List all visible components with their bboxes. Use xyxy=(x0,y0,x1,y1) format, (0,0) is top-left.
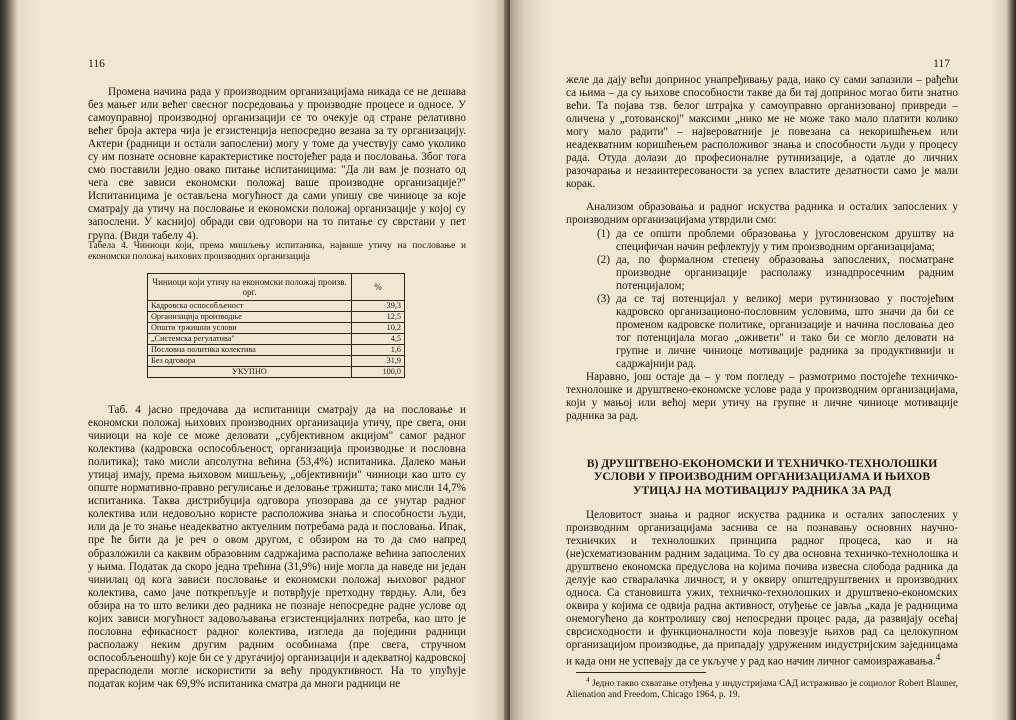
table-total-value: 100,0 xyxy=(352,367,405,378)
right-page xyxy=(510,0,1016,720)
findings-list xyxy=(566,228,958,372)
body-text xyxy=(566,74,958,702)
left-page xyxy=(0,0,506,720)
table-cell-value: 31,9 xyxy=(352,356,405,367)
paragraph: Наравно, још остаје да – у том погледу – размотримо постојеће техничко-технолошке и друштвено-економске услове рада у производним организацијама, који у мањој или већој мери утичу на групне и личне чиниоце мотивације радника за рад. xyxy=(566,371,958,423)
footnote-number: 4 xyxy=(586,676,590,685)
table-row xyxy=(148,301,405,312)
table-cell-label: Без одговора xyxy=(148,356,352,367)
list-item xyxy=(566,293,958,371)
list-item xyxy=(566,228,958,254)
paragraph: Таб. 4 јасно предочава да испитаници сматрају да на пословање и економски положај њихових производних организација утичу, пре свега, они чиниоци на које се може деловати „субјективном акцијом" самог радног колектива (кадровска оспособљеност, организација производње и пословна политика); тако мисли апсолутна већина (53,4%) испитаника. Далеко мањи утицај имају, према њиховом мишљењу, „објективнији" чиниоци као што су опште нормативно-правно регулисање и деловање тржишта; тако мисли 14,7% испитаника. Таква дистрибуција одговора упозорава да се унутар радног колектива или недовољно користе расположива знања и способности људи, или да је то знање неадекватно актуелним потребама рада и пословања. Ипак, пре ће бити да је реч о овом другом, с обзиром на то да смо напред образложили са каквим образовним садржајима располаже већина запослених у њима. Податак да скоро једна трећина (31,9%) није могла да наведе ни један чинилац од кога зависи пословање и економски положај њиховог радног колектива, само јаче поткрепљује и потврђује претходну тврдњу. Али, без обзира на то што велики део радника не познаје непосредне радне услове од којих зависи могућност задовољавања егзистенцијалних потреба, као што је пословна ефикасност радног колектива, изгледа да поједини радници располажу неким другим радним особинама (пре свега, стручном оспособљеношћу) које би се у другачијој организацији и адекватној кадровској прерасподели могле искористити за већу продуктивност. На то упућује податак којим чак 69,9% испитаника сматра да многи радници не xyxy=(88,404,466,690)
paragraph xyxy=(566,509,958,669)
table-cell-value: 1,6 xyxy=(352,345,405,356)
table-header-percent: % xyxy=(352,274,405,301)
table-cell-value: 39,3 xyxy=(352,301,405,312)
list-text: да се општи проблеми образовања у југословенском друштву на специфичан начин рефлектују у тим производним организацијама; xyxy=(616,227,954,253)
table-row xyxy=(148,356,405,367)
footnote xyxy=(566,675,958,702)
footnote-reference: 4 xyxy=(935,653,941,664)
table-cell-value: 12,5 xyxy=(352,312,405,323)
table-row xyxy=(148,334,405,345)
list-item xyxy=(566,254,958,293)
table-cell-label: „Системска регулатива" xyxy=(148,334,352,345)
table-header-label: Чиниоци који утичу на економски положај произв. орг. xyxy=(148,274,352,301)
table-cell-label: Кадровска оспособљеност xyxy=(148,301,352,312)
list-text: да се тај потенцијал у великој мери рутинизовао у постојећим кадровско организационо-пословним условима, што значи да би се променом кадровске политике, организације и начина пословања део тог потенцијала могао „оживети" и тако би се могло деловати на групне и личне чиниоце мотивације радника за продуктивнији и садржајнији рад. xyxy=(616,292,954,370)
paragraph: Анализом образовања и радног искуства радника и осталих запослених у производним организацијама утврдили смо: xyxy=(566,201,958,227)
table-cell-label: Организација производње xyxy=(148,312,352,323)
table-total-row xyxy=(148,367,405,378)
paragraph: Промена начина рада у производним организацијама никада се не дешава без мањег или већег свесног посредовања у производне процесе и односе. У самоуправној производној организацији се то очекује од стране релативно већег броја актера чија је егзистенција непосредно везана за ту организацију. Актери (радници и остали запослени) могу у томе да учествују само уколико су им познате основне карактеристике постојећег рада и пословања. Због тога смо поставили једно овако питање испитаницима: "Да ли вам је познато од чега све зависи економски положај ваше производне организације?" Испитаницима је остављена могућност да сами упишу све чиниоце за које сматрају да утичу на пословање и економски положај организације у којој су запослени. У каснијој обради сви одговори на то питање су сврстани у пет група. (Види табелу 4). xyxy=(88,86,466,242)
table-row xyxy=(148,323,405,334)
table-cell-label: Пословна политика колектива xyxy=(148,345,352,356)
table-row xyxy=(148,312,405,323)
table-cell-value: 10,2 xyxy=(352,323,405,334)
table-total-label: УКУПНО xyxy=(148,367,352,378)
paragraph-text: Целовитост знања и радног искуства радника и осталих запослених у производним организацијама заснива се на познавању основних научно-техничких и технолошких принципа радног процеса, као и на (не)схематизованим радним задацима. То су два основна техничко-технолошка и друштвено економска предуслова на којима почива извесна слобода радника да делује као стваралачка личност, и у оквиру општедруштвених и производних односа. Са становишта ужих, техничко-технолошких и друштвено-економских оквира у којима се одвија радна активност, отуђење се јавља „када је радницима онемогућено да контролишу свој непосредни процес рада, да развијају осећај сврсисходности и функционалности која повезује њихов рад са целокупном организацијом производње, да припадају удруженим индустријским заједницама и када они не успевају да се укључе у рад као начин личног самоизражавања. xyxy=(566,508,958,669)
section-heading: В) ДРУШТВЕНО-ЕКОНОМСКИ И ТЕХНИЧКО-ТЕХНОЛОШКИ УСЛОВИ У ПРОИЗВОДНИМ ОРГАНИЗАЦИЈАМА И ЊИХОВ УТИЦАЈ НА МОТИВАЦИЈУ РАДНИКА ЗА РАД xyxy=(586,457,938,497)
table-row xyxy=(148,345,405,356)
table-cell-value: 4,5 xyxy=(352,334,405,345)
statistics-table xyxy=(147,273,405,378)
table-cell-label: Општи тржишни услови xyxy=(148,323,352,334)
page-number: 117 xyxy=(933,58,950,70)
table-caption: Табела 4. Чиниоци који, према мишљењу испитаника, највише утичу на пословање и економски положај њихових производних организација xyxy=(88,241,466,263)
list-text: да, по формалном степену образовања запослених, посматране производне организације располажу изнадпросечним радним потенцијалом; xyxy=(616,253,954,292)
list-marker: (1) xyxy=(596,227,610,240)
list-marker: (3) xyxy=(596,292,610,305)
paragraph: желе да дају већи допринос унапређивању рада, иако су сами запазили – рађећи са њима – да су њихове способности такве да би тај допринос могао бити знатно већи. Та појава тзв. белог штрајка у самоуправно организованој привреди – оличена у „готованској" максими „нико ме не може тако мало платити колико могу мало радити" – највероватније је повезана са некоришћењем или неадекватним коришћењем расположивог знања и способности људи у процесу рада. Отуда долази до професионалне рутинизације, а одатле до личних разочарања и незаинтересованости за успех властите делатности само је мали корак. xyxy=(566,74,958,191)
body-text xyxy=(88,86,466,243)
page-number: 116 xyxy=(88,58,105,70)
table-header-row xyxy=(148,274,405,301)
footnote-text: Једно такво схватање отуђења у индустријама САД истраживао је социолог Robert Blauner, Alienation and Freedom, Chicago 1964, p. 19. xyxy=(566,679,958,701)
body-text xyxy=(88,404,466,691)
list-marker: (2) xyxy=(596,253,610,266)
footnote-rule xyxy=(576,672,706,673)
